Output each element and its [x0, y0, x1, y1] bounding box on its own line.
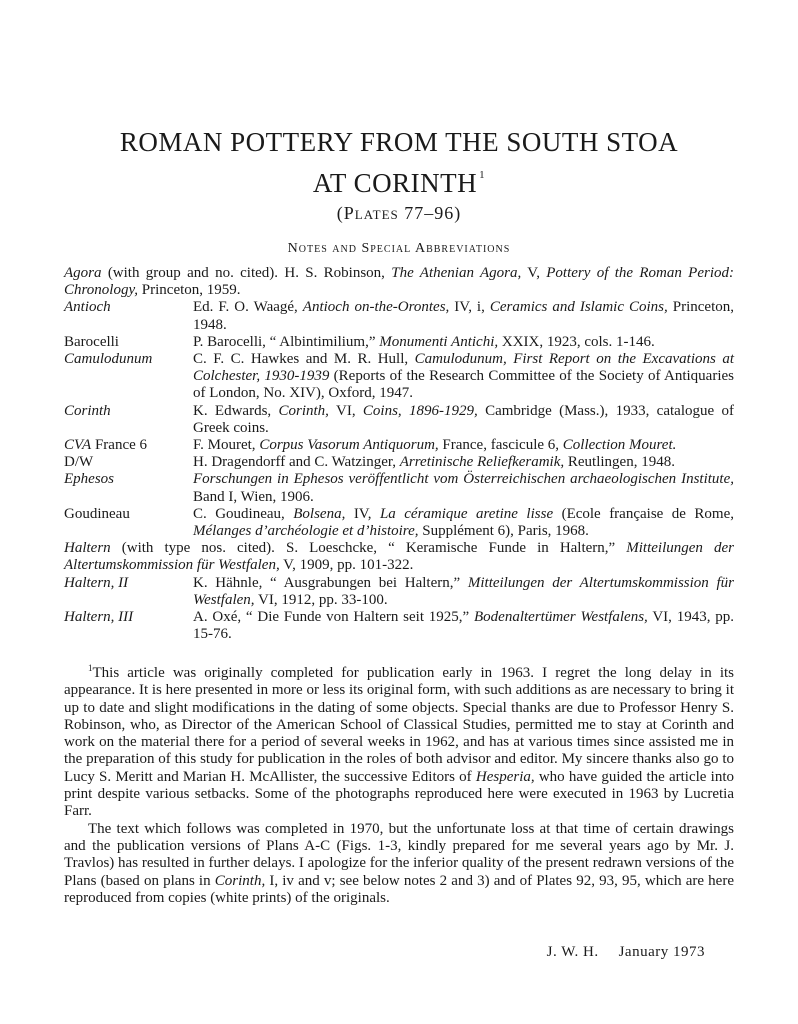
- article-title-line-1: ROMAN POTTERY FROM THE SOUTH STOA: [119, 127, 679, 157]
- author-signature: [0, 944, 705, 961]
- abbreviation-key: Ephesos: [64, 471, 114, 488]
- notes-heading: Notes and Special Abbreviations: [287, 241, 511, 256]
- abbreviations-list: [64, 265, 734, 643]
- abbreviation-entry: Corinth K. Edwards, Corinth, VI, Coins, 1896-1929, Cambridge (Mass.), 1933, catalogue of Greek coins.: [64, 402, 734, 436]
- abbreviation-entry: Camulodunum C. F. C. Hawkes and M. R. Hull, Camulodunum, First Report on the Excavations at Colchester, 1930-1939 (Reports of the Research Committee of the Society of Antiquaries of London, No. XIV), Oxford, 1947.: [64, 351, 734, 402]
- abbreviation-entry: Haltern, III A. Oxé, “ Die Funde von Haltern seit 1925,” Bodenaltertümer Westfalens, VI, 1943, pp. 15-76.: [64, 609, 734, 643]
- footnote-mark: 1: [88, 663, 93, 673]
- abbreviation-key: Corinth: [64, 402, 111, 419]
- author-initials: J. W. H.: [546, 944, 599, 960]
- abbreviation-entry: Goudineau C. Goudineau, Bolsena, IV, La céramique aretine lisse (Ecole française de Rome, Mélanges d’archéologie et d’histoire, Supplément 6), Paris, 1968.: [64, 505, 734, 540]
- abbreviation-key: Camulodunum: [64, 351, 153, 368]
- abbreviation-entry: D/W H. Dragendorff and C. Watzinger, Arretinische Reliefkeramik, Reutlingen, 1948.: [64, 454, 675, 471]
- abbreviation-key: Haltern: [64, 540, 111, 557]
- abbreviation-key: Goudineau: [64, 505, 130, 522]
- abbreviation-entry: Agora (with group and no. cited). H. S. Robinson, The Athenian Agora, V, Pottery of the Roman Period: Chronology, Princeton, 1959.: [64, 265, 734, 299]
- abbreviation-key: Haltern, III: [64, 609, 134, 626]
- title-footnote-mark[interactable]: 1: [479, 169, 486, 181]
- plates-reference: (Plates 77–96): [336, 203, 462, 223]
- abbreviation-entry: CVA France 6 F. Mouret, Corpus Vasorum Antiquorum, France, fascicule 6, Collection Mouret.: [64, 437, 677, 454]
- abbreviation-entry: Barocelli P. Barocelli, “ Albintimilium,” Monumenti Antichi, XXIX, 1923, cols. 1-146.: [64, 333, 655, 350]
- article-title-line-2: AT CORINTH $^1$: [312, 168, 486, 198]
- abbreviation-entry: Antioch Ed. F. O. Waagé, Antioch on-the-Orontes, IV, i, Ceramics and Islamic Coins, Princeton, 1948.: [64, 299, 735, 333]
- abbreviation-key: CVA France 6: [64, 437, 148, 454]
- abbreviation-key: Barocelli: [64, 333, 119, 350]
- footnote-paragraph-1: $^1$This article was originally completed for publication early in 1963. I regret the long delay in its appearance. It is here presented in more or less its original form, with such additions as are necessary to bring it up to date and slight modifications in the dating of some objects. Special thanks are due to Professor Henry S. Robinson, who, as Director of the American School of Classical Studies, permitted me to stay at Corinth and work on the material there for a period of several weeks in 1962, and has at various times since assisted me in the preparation of this study for publication in the roles of both advisor and editor. My sincere thanks also go to Lucy S. Meritt and Marian H. McAllister, the successive Editors of Hesperia, who have guided the article into print despite various setbacks. Some of the photographs reproduced here were executed in 1963 by Lucretia Farr.: [64, 663, 734, 820]
- abbreviation-key: D/W: [64, 454, 94, 471]
- abbreviation-key: Antioch: [64, 299, 111, 316]
- abbreviation-key: Haltern, II: [64, 574, 129, 591]
- footnote-paragraph-2: The text which follows was completed in 1970, but the unfortunate loss at that time of certain drawings and the publication versions of Plans A-C (Figs. 1-3, kindly prepared for me several years ago by Mr. J. Travlos) has resulted in further delays. I apologize for the inferior quality of the present redrawn versions of the Plans (based on plans in Corinth, I, iv and v; see below notes 2 and 3) and of Plates 92, 93, 95, which are here reproduced from copies (white prints) of the originals.: [64, 820, 734, 906]
- signature-date: January 1973: [618, 944, 705, 960]
- abbreviation-entry: Ephesos Forschungen in Ephesos veröffentlicht vom Österreichischen archaeologischen Institute, Band I, Wien, 1906.: [64, 471, 734, 505]
- abbreviation-entry: Haltern (with type nos. cited). S. Loeschcke, “ Keramische Funde in Haltern,” Mitteilungen der Altertumskommission für Westfalen, V, 1909, pp. 101-322.: [64, 540, 734, 574]
- abbreviation-entry: Haltern, II K. Hähnle, “ Ausgrabungen bei Haltern,” Mitteilungen der Altertumskommission für Westfalen, VI, 1912, pp. 33-100.: [64, 574, 734, 608]
- footnote: [64, 660, 734, 907]
- abbreviation-key: Agora: [64, 265, 102, 281]
